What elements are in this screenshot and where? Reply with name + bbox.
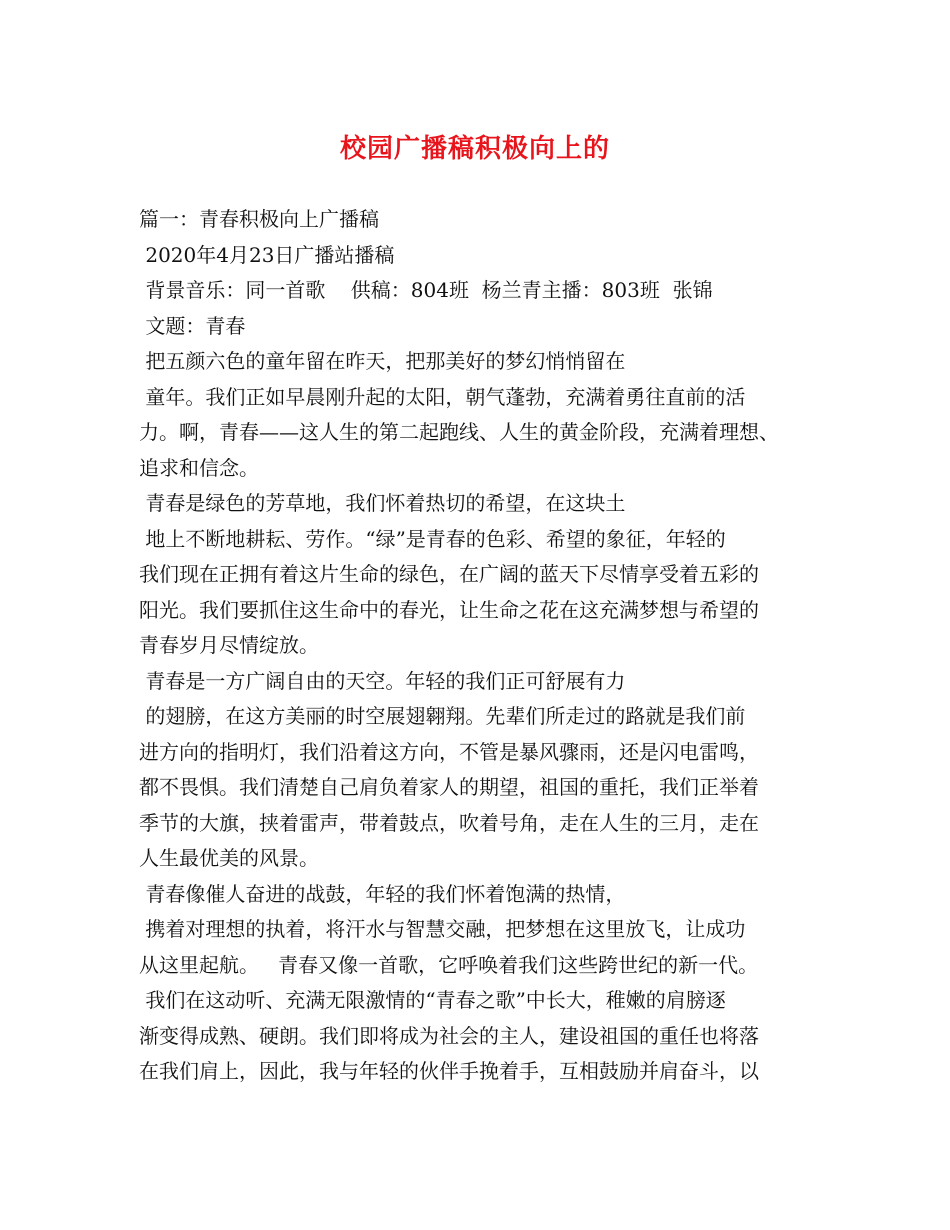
text-line: 地上不断地耕耘、劳作。“绿”是青春的色彩、希望的象征，年轻的 [139, 526, 726, 551]
text-line: 携着对理想的执着，将汗水与智慧交融，把梦想在这里放飞，让成功 [139, 917, 746, 941]
text-line: 阳光。我们要抓住这生命中的春光，让生命之花在这充满梦想与希望的 [139, 597, 759, 622]
text-line: 童年。我们正如早晨刚升起的太阳，朝气蓬勃，充满着勇往直前的活 [139, 384, 746, 409]
text-line: 青春岁月尽情绽放。 [139, 633, 319, 657]
text-line: 我们现在正拥有着这片生命的绿色，在广阔的蓝天下尽情享受着五彩的 [139, 562, 759, 586]
text-line: 文题：青春 [139, 313, 246, 338]
text-line: 把五颜六色的童年留在昨天，把那美好的梦幻悄悄留在 [139, 349, 626, 373]
text-line: 的翅膀，在这方美丽的时空展翅翱翔。先辈们所走过的路就是我们前 [139, 704, 746, 728]
text-line: 2020年4月23日广播站播稿 [139, 242, 395, 267]
text-line: 我们在这动听、充满无限激情的“青春之歌”中长大，稚嫩的肩膀逐 [139, 988, 726, 1012]
text-line: 背景音乐：同一首歌 供稿：804班 杨兰青主播：803班 张锦 [139, 278, 713, 302]
text-line: 渐变得成熟、硬朗。我们即将成为社会的主人，建设祖国的重任也将落 [139, 1023, 759, 1048]
text-line: 力。啊，青春——这人生的第二起跑线、人生的黄金阶段，充满着理想、 [139, 420, 779, 444]
text-line: 青春是绿色的芳草地，我们怀着热切的希望，在这块土 [139, 491, 626, 515]
document-body [139, 202, 829, 1090]
text-line: 都不畏惧。我们清楚自己肩负着家人的期望，祖国的重托，我们正举着 [139, 775, 759, 799]
text-line: 进方向的指明灯，我们沿着这方向，不管是暴风骤雨，还是闪电雷鸣， [139, 739, 759, 764]
text-line: 季节的大旗，挟着雷声，带着鼓点，吹着号角，走在人生的三月，走在 [139, 810, 759, 835]
text-line: 青春像催人奋进的战鼓，年轻的我们怀着饱满的热情， [139, 881, 626, 906]
text-line: 在我们肩上，因此，我与年轻的伙伴手挽着手，互相鼓励并肩奋斗，以 [139, 1059, 759, 1083]
text-line: 从这里起航。 青春又像一首歌，它呼唤着我们这些跨世纪的新一代。 [139, 952, 759, 977]
text-line: 追求和信念。 [139, 455, 259, 480]
document-title: 校园广播稿积极向上的 [339, 134, 610, 164]
text-line: 篇一：青春积极向上广播稿 [139, 207, 379, 231]
text-line: 人生最优美的风景。 [139, 846, 319, 870]
text-line: 青春是一方广阔自由的天空。年轻的我们正可舒展有力 [139, 668, 626, 693]
